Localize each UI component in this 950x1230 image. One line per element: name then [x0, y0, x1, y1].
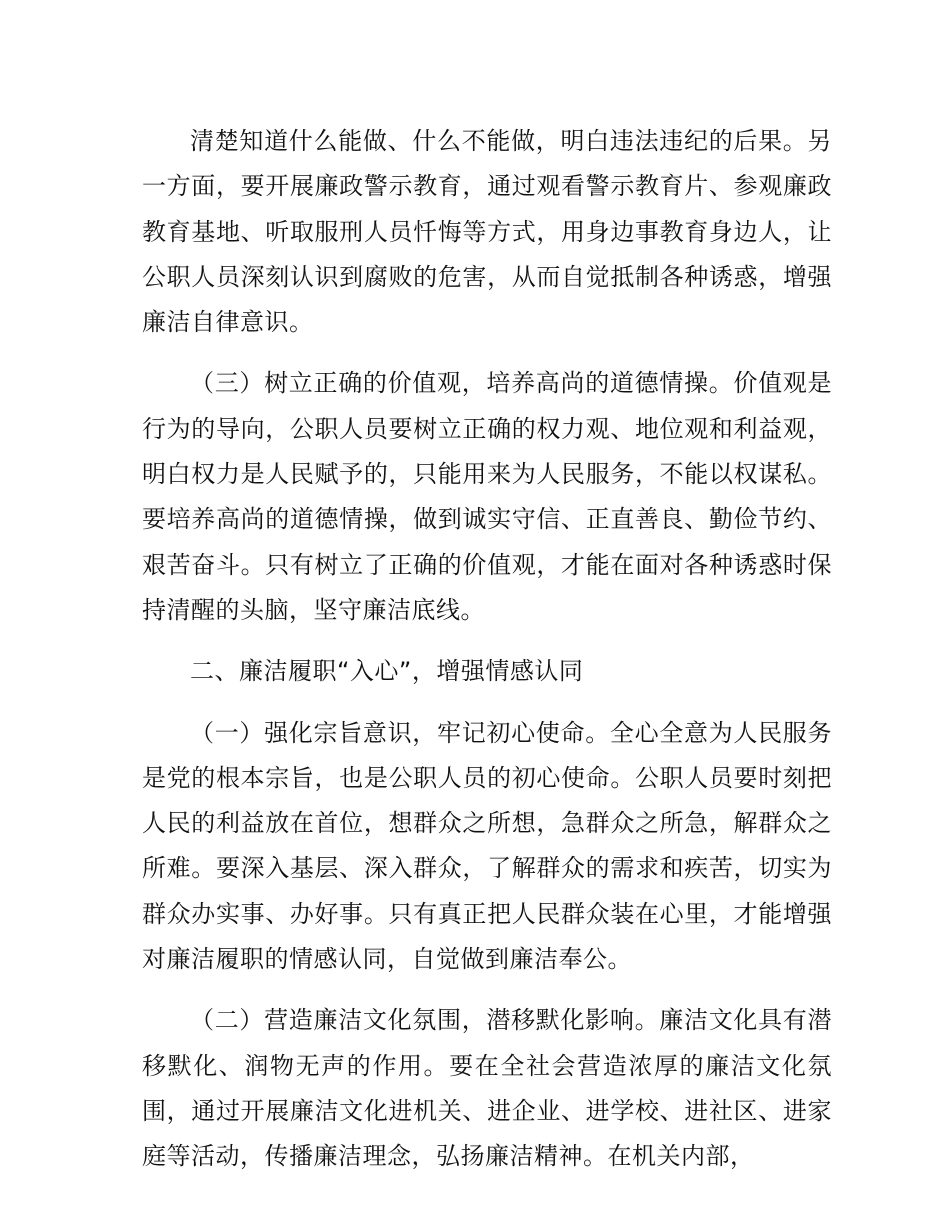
- paragraph-subsection-two: （二）营造廉洁文化氛围，潜移默化影响。廉洁文化具有潜移默化、润物无声的作用。要在全社会营造浓厚的廉洁文化氛围，通过开展廉洁文化进机关、进企业、进学校、进社区、进家庭等活动，传播廉洁理念，弘扬廉洁精神。在机关内部，: [142, 1006, 832, 1171]
- paragraph-subsection-one: （一）强化宗旨意识，牢记初心使命。全心全意为人民服务是党的根本宗旨，也是公职人员的初心使命。公职人员要时刻把人民的利益放在首位，想群众之所想，急群众之所急，解群众之所难。要深入基层、深入群众，了解群众的需求和疾苦，切实为群众办实事、办好事。只有真正把人民群众装在心里，才能增强对廉洁履职的情感认同，自觉做到廉洁奉公。: [142, 718, 832, 974]
- paragraph-section-three: （三）树立正确的价值观，培养高尚的道德情操。价值观是行为的导向，公职人员要树立正确的权力观、地位观和利益观，明白权力是人民赋予的，只能用来为人民服务，不能以权谋私。要培养高尚的道德情操，做到诚实守信、正直善良、勤俭节约、艰苦奋斗。只有树立了正确的价值观，才能在面对各种诱惑时保持清醒的头脑，坚守廉洁底线。: [142, 369, 832, 624]
- section-heading-two: 二、廉洁履职“入心”，增强情感认同: [190, 657, 584, 686]
- document-body: [142, 119, 832, 1180]
- paragraph-continuation: 清楚知道什么能做、什么不能做，明白违法违纪的后果。另一方面，要开展廉政警示教育，通过观看警示教育片、参观廉政教育基地、听取服刑人员忏悔等方式，用身边事教育身边人，让公职人员深刻认识到腐败的危害，从而自觉抵制各种诱惑，增强廉洁自律意识。: [142, 127, 832, 337]
